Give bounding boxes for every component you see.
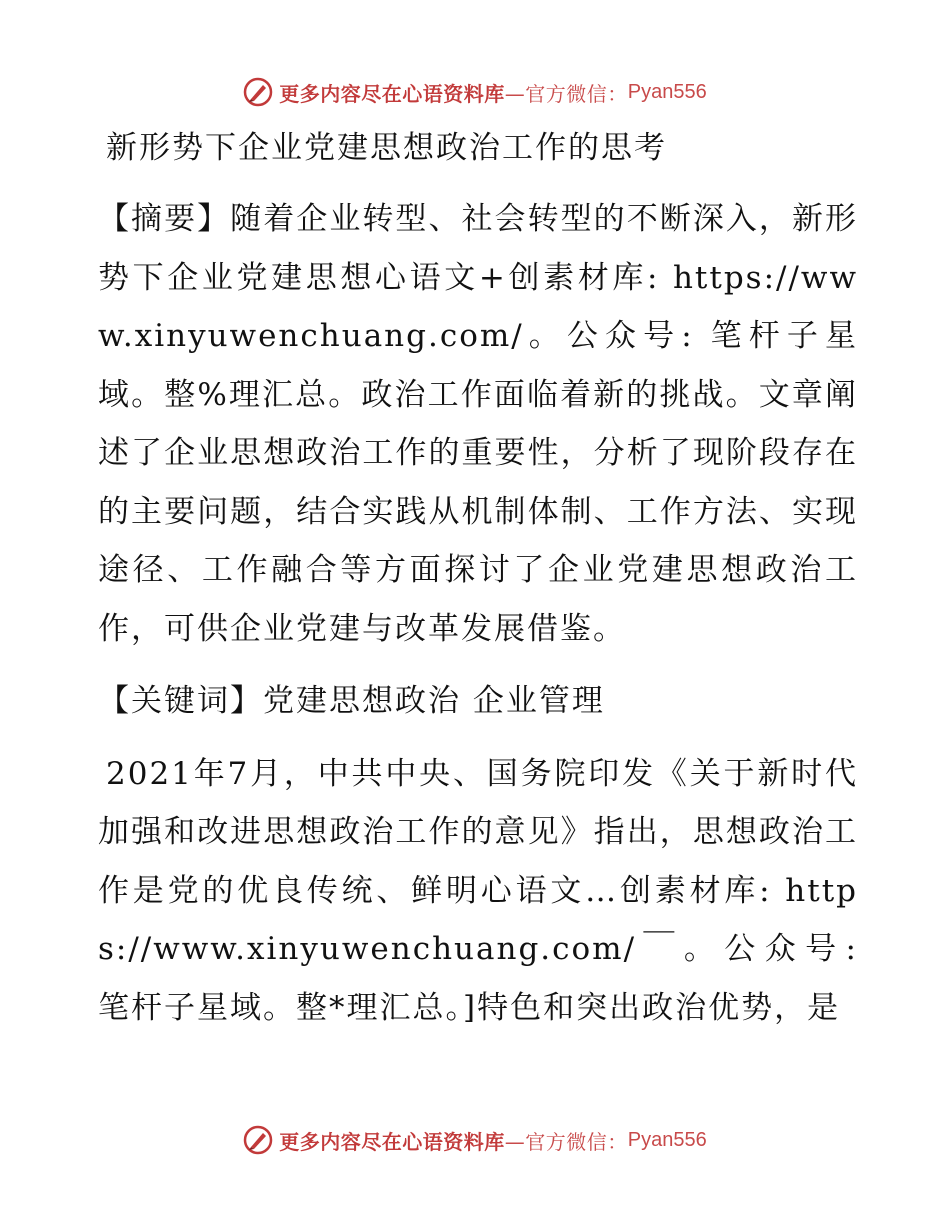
body-paragraph: 2021年7月，中共中央、国务院印发《关于新时代加强和改进思想政治工作的意见》指出，思想政治工作是党的优良传统、鲜明心语文…创素材库: https://www.xinyuwenchuang.com/￣。公众号: 笔杆子星域。整*理汇总。]特色和突出政治优势，是	[98, 755, 858, 1026]
document-body	[98, 120, 858, 1051]
watermark-header	[0, 70, 950, 114]
watermark-main-text: 更多内容尽在心语资料库	[279, 81, 505, 106]
pen-logo-icon	[243, 1125, 273, 1155]
keywords-paragraph: 【关键词】党建思想政治 企业管理	[98, 683, 605, 719]
watermark-sub-text: —官方微信：	[504, 81, 628, 106]
watermark-wechat-id: Pyan556	[627, 1128, 707, 1151]
pen-logo-icon	[243, 77, 273, 107]
watermark-sub-text: —官方微信：	[504, 1129, 628, 1154]
watermark-wechat-id: Pyan556	[627, 80, 707, 103]
document-title: 新形势下企业党建思想政治工作的思考	[106, 130, 667, 166]
watermark-footer	[0, 1118, 950, 1162]
watermark-main-text: 更多内容尽在心语资料库	[279, 1129, 505, 1154]
abstract-paragraph: 【摘要】随着企业转型、社会转型的不断深入，新形势下企业党建思想心语文+创素材库: https://www.xinyuwenchuang.com/。公众号: 笔杆子星域。整%理汇总。政治工作面临着新的挑战。文章阐述了企业思想政治工作的重要性，分析了现阶段存在的主要问题，结合实践从机制体制、工作方法、实现途径、工作融合等方面探讨了企业党建思想政治工作，可供企业党建与改革发展借鉴。	[98, 201, 858, 647]
